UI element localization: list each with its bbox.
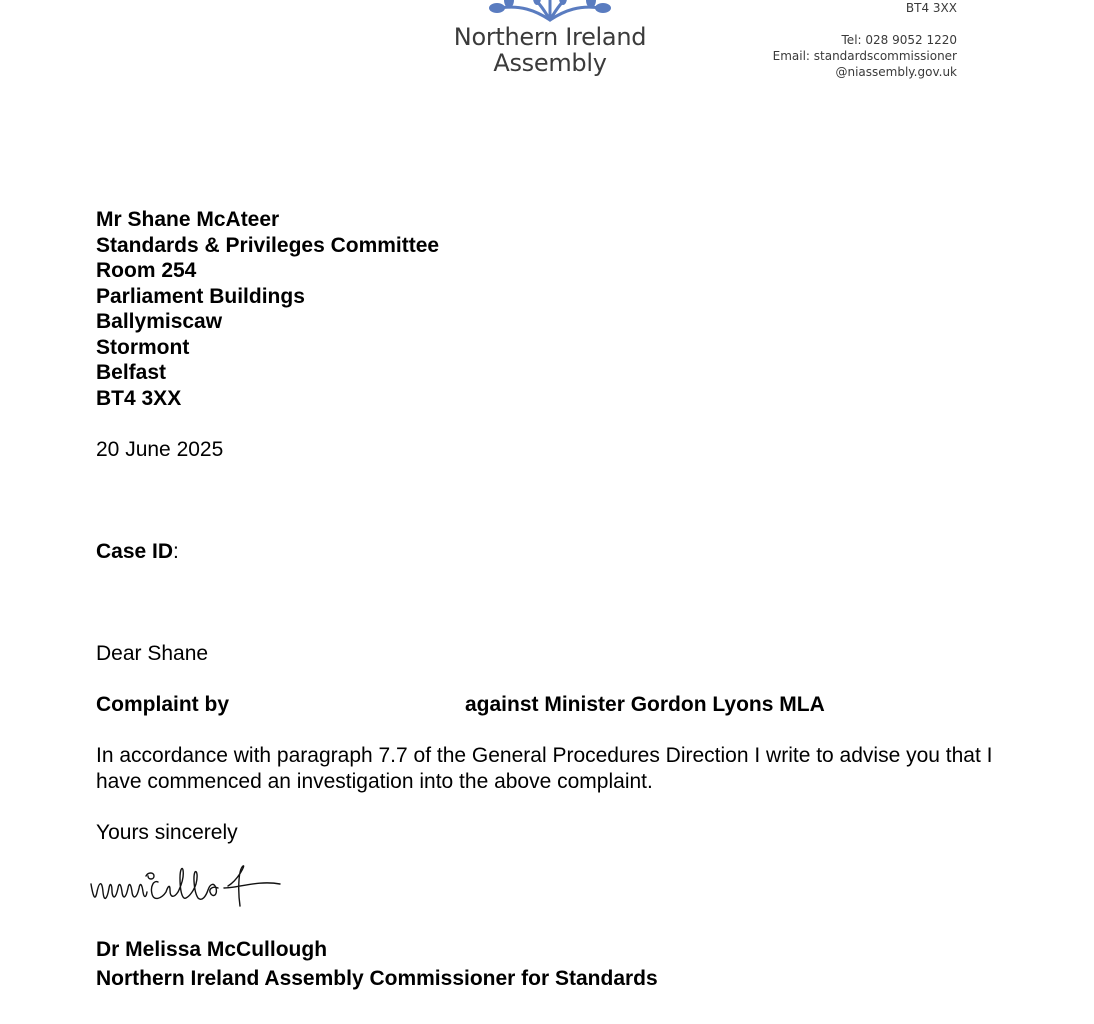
recipient-address — [96, 207, 439, 411]
letterhead-telephone: Tel: 028 9052 1220 — [841, 33, 957, 47]
case-id-label: Case ID — [96, 540, 174, 563]
logo-wordmark — [440, 24, 660, 76]
body-paragraph: In accordance with paragraph 7.7 of the General Procedures Direction I write to advise you that I have commenced an investigation into the above complaint. — [96, 744, 993, 793]
closing: Yours sincerely — [96, 821, 238, 844]
address-line: Mr Shane McAteer — [96, 208, 280, 231]
letterhead-email-line-2: @niassembly.gov.uk — [835, 65, 957, 79]
address-line: Room 254 — [96, 259, 197, 282]
flax-flower-icon — [465, 0, 635, 22]
logo-line-2: Assembly — [493, 49, 607, 77]
letter-date: 20 June 2025 — [96, 438, 224, 461]
address-line: Belfast — [96, 361, 167, 384]
address-line: Ballymiscaw — [96, 310, 223, 333]
subject-complaint-by: Complaint by — [96, 693, 230, 716]
address-line: Standards & Privileges Committee — [96, 233, 440, 257]
address-line: Stormont — [96, 335, 190, 359]
signatory-name: Dr Melissa McCullough — [96, 938, 328, 961]
address-line: BT4 3XX — [96, 386, 182, 410]
letterhead-postcode: BT4 3XX — [905, 1, 957, 15]
case-id-separator: : — [173, 540, 179, 563]
signatory-title: Northern Ireland Assembly Commissioner for Standards — [96, 967, 658, 990]
logo-line-1: Northern Ireland — [453, 23, 647, 51]
salutation: Dear Shane — [96, 642, 209, 665]
letterhead-email-line-1: Email: standardscommissioner — [772, 49, 957, 63]
subject-against: against Minister Gordon Lyons MLA — [465, 693, 825, 716]
handwritten-signature — [88, 862, 288, 912]
assembly-logo — [440, 0, 660, 76]
case-id — [96, 539, 179, 564]
address-line: Parliament Buildings — [96, 284, 305, 308]
